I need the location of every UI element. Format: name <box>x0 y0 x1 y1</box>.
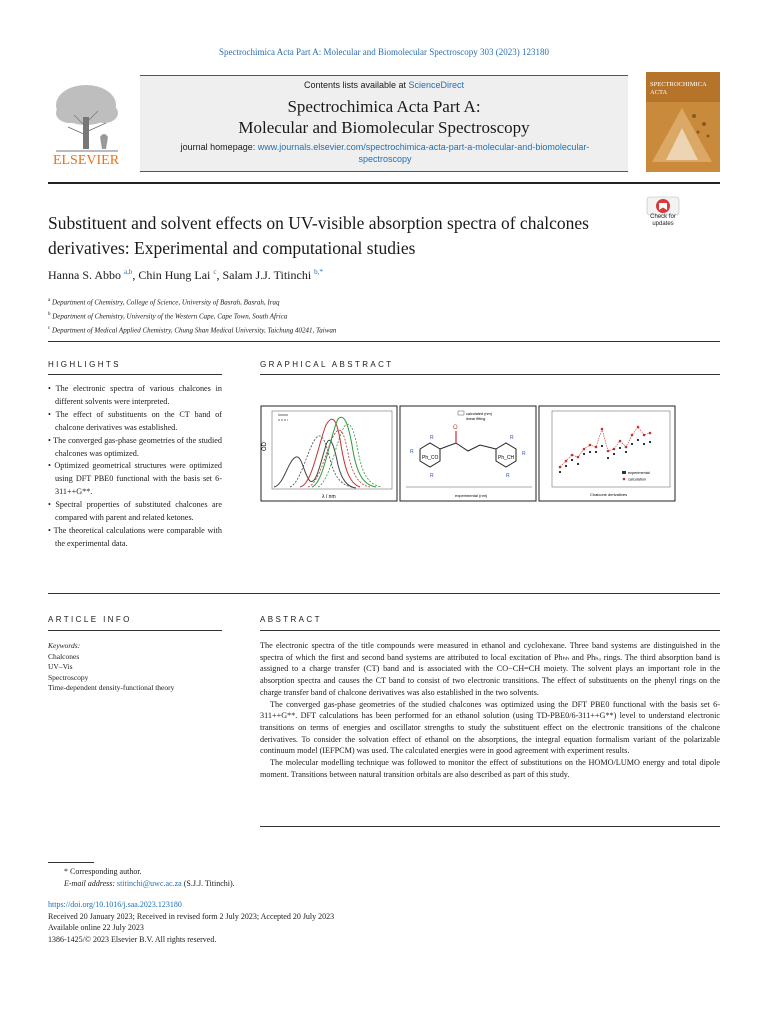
copyright: 1386-1425/© 2023 Elsevier B.V. All rights reserved. <box>48 934 217 944</box>
homepage-link[interactable]: www.journals.elsevier.com/spectrochimica-acta-part-a-molecular-and-biomolecular-spectroscopy <box>257 142 590 164</box>
highlight-item: • The effect of substituents on the CT band of chalcone derivatives was established. <box>48 409 222 435</box>
abstract-heading: ABSTRACT <box>260 615 322 624</box>
graphical-abstract-image <box>260 405 720 502</box>
svg-text:R: R <box>410 449 414 455</box>
received-dates: Received 20 January 2023; Received in revised form 2 July 2023; Accepted 20 July 2023 <box>48 911 335 921</box>
structure-xlabel: experimental (nm) <box>455 493 488 498</box>
highlight-item: • Spectral properties of substituted chalcones are compared with parent and related ketones. <box>48 499 222 525</box>
cover-title-2: ACTA <box>650 89 668 96</box>
article-title: Substituent and solvent effects on UV-visible absorption spectra of chalcones derivatives: Experimental and computational studies <box>48 213 589 258</box>
highlight-item: • The electronic spectra of various chalcones in different solvents were interpreted. <box>48 383 222 409</box>
article-info-rule <box>48 630 222 631</box>
affiliation-item: $^c$ Department of Medical Applied Chemistry, Chung Shan Medical University, Taichung 40241, Taiwan <box>48 325 337 334</box>
check-for-updates-label[interactable]: Check for updates <box>650 214 676 227</box>
journal-title <box>140 96 628 138</box>
highlights-list <box>48 383 222 551</box>
spectra-xlabel: λ / nm <box>322 494 336 500</box>
author-list: Hanna S. Abbo $^{a,b}$, Chin Hung Lai $^c$, Salam J.J. Titinchi $^{b,*}$ <box>48 268 323 282</box>
highlight-item: • Optimized geometrical structures were optimized using DFT PBE0 functional with the basis set 6-311++G**. <box>48 460 222 499</box>
highlight-item: • The converged gas-phase geometries of the studied chalcones was optimized. <box>48 435 222 461</box>
author-affiliation-marker[interactable]: c <box>213 268 217 276</box>
graphical-abstract-figure[interactable] <box>260 405 720 502</box>
abstract-paragraph: The molecular modelling technique was followed to monitor the effect of substitutions on the HOMO/LUMO energy and total dipole moment. Transitions between natural transition orbitals are also described as part of this study. <box>260 758 720 779</box>
abstract-body <box>260 640 720 780</box>
email-line <box>48 878 448 890</box>
structure-legend-calculated: calculated (nm) <box>466 412 492 416</box>
cover-title: SPECTROCHIMICA <box>650 81 707 88</box>
abstract-paragraph: The converged gas-phase geometries of the studied chalcones was optimized using the DFT PBE0 functional with the basis set 6-311++G**. DFT calculations has been performed for an ethanol solution (using TD-PBE0/6-311++G**) level to understand electronic transitions on terms of energies and oscillator strengths to study the substituent effect on the electronic transitions of the chalcone derivatives. To consider the solvation effect of ethanol on the absorptions, the integral equation formalism variant of the polarizable continuum model (IEFPCM) was used. The calculated energies were in good agreement with experiment results. <box>260 699 720 756</box>
author-affiliation-marker[interactable]: b,* <box>314 268 323 276</box>
author-affiliation-marker[interactable]: a,b <box>124 268 133 276</box>
journal-cover[interactable] <box>646 72 720 172</box>
bookmark-icon <box>646 196 680 216</box>
elsevier-logo[interactable] <box>48 77 128 167</box>
graphical-abstract-heading: GRAPHICAL ABSTRACT <box>260 360 394 369</box>
keyword-item: Chalcones <box>48 651 80 661</box>
journal-cover-image <box>646 72 720 172</box>
sciencedirect-link[interactable]: ScienceDirect <box>408 80 465 90</box>
svg-text:R: R <box>522 451 526 457</box>
homepage-prefix: journal homepage: <box>180 142 258 152</box>
section-divider <box>48 593 720 594</box>
journal-title-line1: Spectrochimica Acta Part A: <box>287 97 481 116</box>
svg-text:R: R <box>430 473 434 479</box>
spectra-panel <box>261 406 397 501</box>
affiliations <box>48 295 648 336</box>
journal-title-line2: Molecular and Biomolecular Spectroscopy <box>238 118 530 137</box>
author-name[interactable]: Hanna S. Abbo <box>48 268 121 282</box>
svg-text:R: R <box>430 435 434 441</box>
spectra-ylabel: OD <box>262 442 268 451</box>
publication-info <box>48 899 548 945</box>
keyword-item: Spectroscopy <box>48 672 89 682</box>
email-suffix: (S.J.J. Titinchi). <box>181 879 235 888</box>
keywords-title: Keywords: <box>48 641 81 650</box>
structure-label-left: Ph_CO <box>422 455 439 461</box>
contents-line <box>140 80 628 90</box>
article-info-heading: ARTICLE INFO <box>48 615 132 624</box>
author-name[interactable]: Chin Hung Lai <box>138 268 211 282</box>
scatter-legend-calculation: calculation <box>628 477 646 482</box>
email-label: E-mail address: <box>64 879 118 888</box>
affiliation-item: $^b$ Department of Chemistry, University of the Western Cape, Cape Town, South Africa <box>48 311 288 321</box>
affiliation-item: $^a$ Department of Chemistry, College of Science, University of Basrah, Basrah, Iraq <box>48 298 280 307</box>
scatter-xlabel: Chalcone derivatives <box>590 492 628 497</box>
structure-legend-fitting: linear fitting <box>466 417 486 421</box>
available-online: Available online 22 July 2023 <box>48 923 144 932</box>
section-divider <box>48 341 720 342</box>
scatter-legend-experimental: experimental <box>628 471 650 475</box>
journal-homepage <box>180 141 590 165</box>
keyword-item: UV–Vis <box>48 662 73 671</box>
footnote-rule <box>48 862 94 863</box>
keywords <box>48 641 248 694</box>
header-divider <box>48 182 720 184</box>
journal-citation[interactable]: Spectrochimica Acta Part A: Molecular and Biomolecular Spectroscopy 303 (2023) 123180 <box>219 47 549 57</box>
email-link[interactable]: stitinchi@uwc.ac.za <box>117 879 182 888</box>
graphical-abstract-rule <box>260 374 720 375</box>
highlights-heading: HIGHLIGHTS <box>48 360 121 369</box>
oxygen-label: O <box>453 425 458 431</box>
svg-text:R: R <box>510 435 514 441</box>
elsevier-tree-icon <box>48 77 128 167</box>
abstract-bottom-rule <box>260 826 720 827</box>
corresponding-author-note: * Corresponding author. <box>64 867 142 876</box>
structure-panel <box>400 406 536 501</box>
author-name[interactable]: Salam J.J. Titinchi <box>222 268 312 282</box>
publisher-name: ELSEVIER <box>52 153 120 167</box>
structure-label-right: Ph_CH <box>498 455 515 461</box>
keyword-item: Time-dependent density-functional theory <box>48 683 175 692</box>
scatter-panel <box>539 406 675 501</box>
highlight-item: • The theoretical calculations were comparable with the experimental data. <box>48 525 222 551</box>
abstract-paragraph: The electronic spectra of the title compounds were measured in ethanol and cyclohexane. Three band systems are distinguished in the spectra of which the first and second band systems are attributed to local excitation of Phₕₕ and Phₕₒ rings. The third absorption band is assigned to a charge transfer (CT) band and is associated with the CO−CH=CH moiety. The solvent plays an important role in the absorption spectra and causes the CT band to consist of two electronic transitions. The effect of substituents on the phenyl rings on the charge transfer band of chalcone derivatives was also established in the two solvents. <box>260 641 720 697</box>
footnotes <box>48 866 448 890</box>
doi-link[interactable]: https://doi.org/10.1016/j.saa.2023.123180 <box>48 900 182 909</box>
contents-prefix: Contents lists available at <box>303 80 409 90</box>
svg-text:R: R <box>506 473 510 479</box>
abstract-rule <box>260 630 720 631</box>
highlights-rule <box>48 374 222 375</box>
